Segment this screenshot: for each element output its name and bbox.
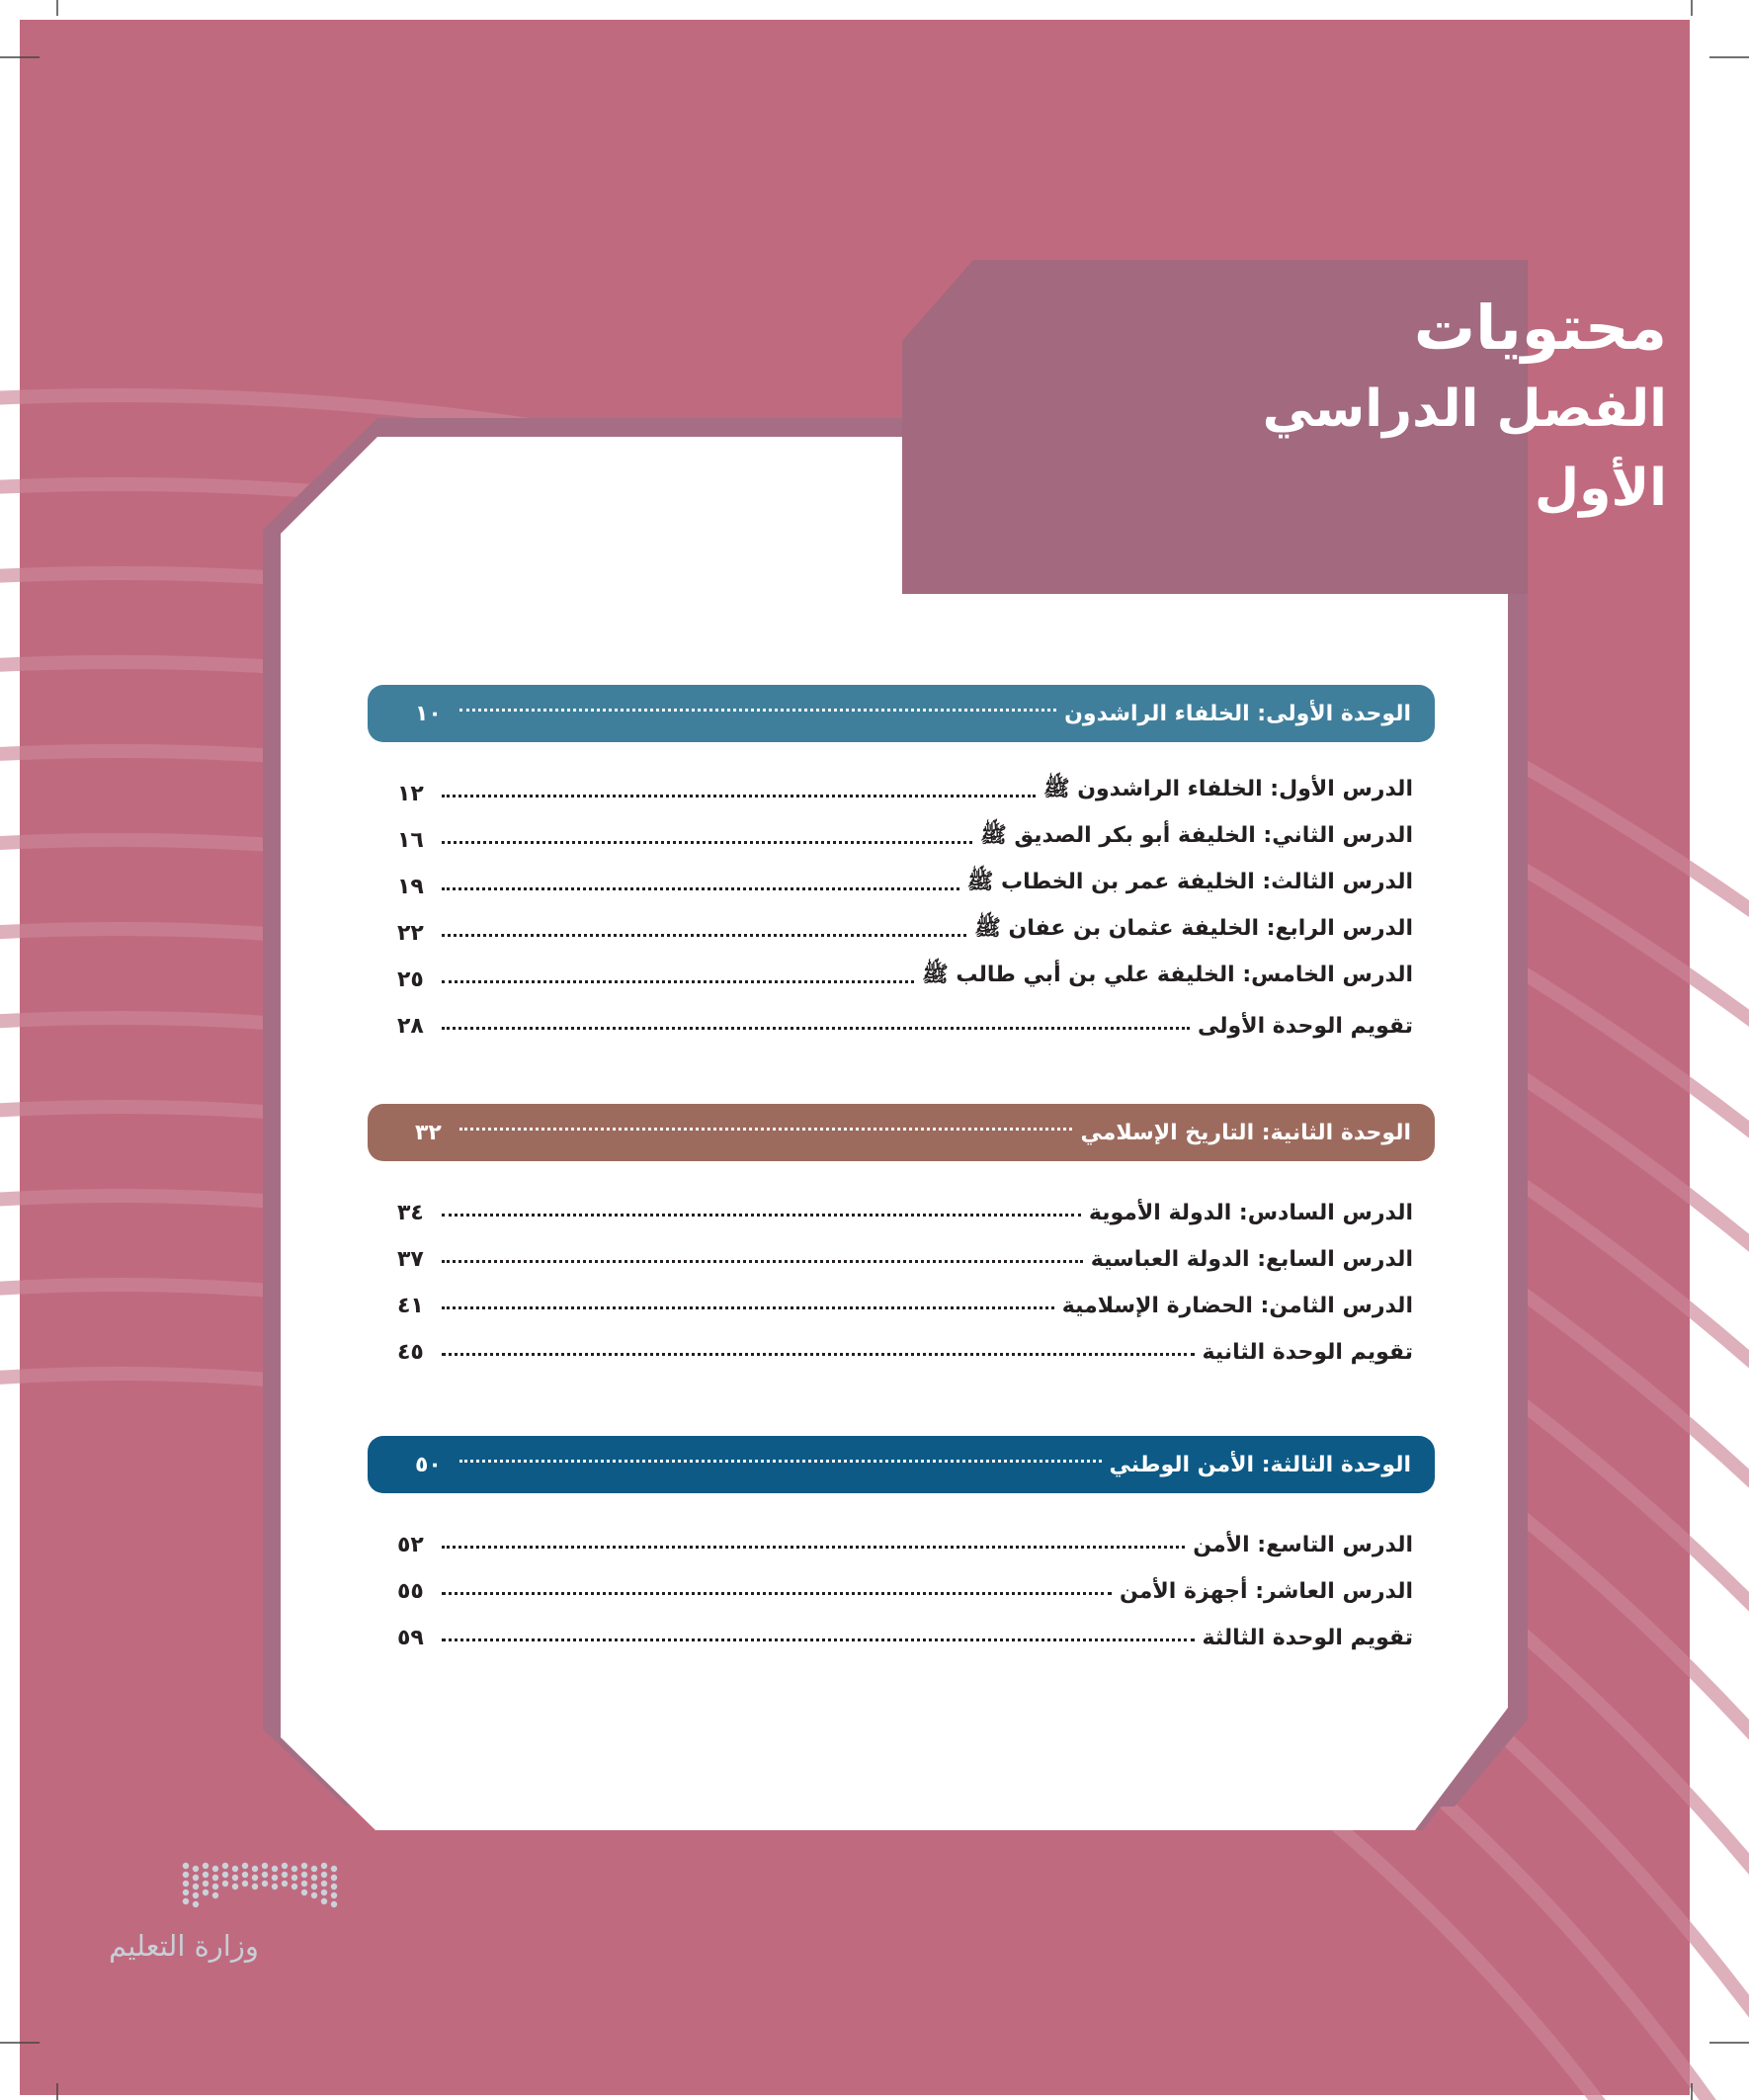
unit-3 (368, 1436, 1435, 1650)
logo-dot (292, 1884, 297, 1890)
page-number: ١٦ (397, 828, 424, 853)
logo-dot (331, 1866, 337, 1872)
logo-dot (232, 1866, 238, 1872)
page-number: ٤١ (397, 1294, 424, 1318)
dot-leader (442, 934, 966, 937)
dot-leader (442, 887, 959, 890)
logo-dot (331, 1901, 337, 1907)
logo-dot (292, 1866, 297, 1872)
logo-dot (212, 1892, 218, 1898)
unit-review-title: تقويم الوحدة الأولى (1198, 1014, 1413, 1039)
lesson-title: الدرس الثاني: الخليفة أبو بكر الصديق ﷺ (980, 823, 1413, 848)
logo-dot (212, 1866, 218, 1872)
lesson-title: الدرس السادس: الدولة الأموية (1088, 1201, 1413, 1225)
dot-leader (442, 1546, 1185, 1549)
logo-dot (203, 1881, 208, 1887)
logo-dot (321, 1881, 327, 1887)
dot-leader (442, 980, 914, 983)
page-number: ٥٥ (397, 1579, 424, 1604)
dot-leader (442, 1592, 1112, 1595)
toc-row[interactable] (368, 1511, 1435, 1557)
unit-1-lessons (368, 760, 1435, 1039)
dot-leader (459, 709, 1056, 712)
toc-row[interactable] (368, 1557, 1435, 1604)
logo-dot (252, 1866, 258, 1872)
page-title: محتويات (1413, 292, 1667, 364)
dot-leader (442, 1638, 1195, 1641)
dot-leader (459, 1460, 1102, 1463)
logo-dot (282, 1872, 288, 1878)
logo-dot (242, 1863, 248, 1869)
toc-row[interactable] (368, 1604, 1435, 1650)
logo-dot (262, 1863, 268, 1869)
ministry-logo-text: وزارة التعليم (109, 1929, 259, 1963)
logo-dot (282, 1881, 288, 1887)
unit-2-lessons (368, 1179, 1435, 1365)
toc-row[interactable] (368, 853, 1435, 899)
logo-dot (262, 1881, 268, 1887)
logo-dot (321, 1872, 327, 1878)
page-number: ١٠ (415, 701, 442, 726)
lesson-title: الدرس الأول: الخلفاء الراشدون ﷺ (1042, 777, 1413, 801)
unit-3-header[interactable] (368, 1436, 1435, 1493)
logo-dot (331, 1884, 337, 1890)
unit-review-title: تقويم الوحدة الثانية (1202, 1340, 1413, 1365)
toc-row[interactable] (368, 760, 1435, 806)
unit-review-title: تقويم الوحدة الثالثة (1202, 1626, 1413, 1650)
page-number: ٣٢ (415, 1120, 442, 1145)
logo-dot (252, 1884, 258, 1890)
page-number: ٢٥ (397, 967, 424, 992)
logo-dot (193, 1866, 199, 1872)
logo-dot (183, 1898, 189, 1904)
unit-1-header[interactable] (368, 685, 1435, 742)
logo-dot (262, 1872, 268, 1878)
logo-dot (292, 1875, 297, 1881)
page-number: ١٩ (397, 875, 424, 899)
unit-2-header[interactable] (368, 1104, 1435, 1161)
logo-dot (212, 1884, 218, 1890)
page-number: ٥٢ (397, 1533, 424, 1557)
logo-dot (193, 1892, 199, 1898)
toc-row[interactable] (368, 1179, 1435, 1225)
page-number: ٢٨ (397, 1014, 424, 1039)
logo-dot (242, 1872, 248, 1878)
logo-dot (311, 1884, 317, 1890)
toc-row[interactable] (368, 899, 1435, 946)
toc-row[interactable] (368, 1225, 1435, 1272)
logo-dot (321, 1863, 327, 1869)
dot-leader (442, 1306, 1054, 1309)
toc-row[interactable] (368, 1318, 1435, 1365)
dot-leader (442, 1027, 1190, 1030)
lesson-title: الدرس الخامس: الخليفة علي بن أبي طالب ﷺ (922, 963, 1413, 987)
logo-dot (321, 1890, 327, 1895)
logo-dot (321, 1898, 327, 1904)
logo-dot (232, 1884, 238, 1890)
dot-leader (442, 795, 1036, 798)
logo-dot (183, 1872, 189, 1878)
lesson-title: الدرس الرابع: الخليفة عثمان بن عفان ﷺ (974, 916, 1413, 941)
lesson-title: الدرس الثامن: الحضارة الإسلامية (1061, 1294, 1413, 1318)
logo-dot (272, 1866, 278, 1872)
page-header (1114, 287, 1667, 528)
unit-title: الوحدة الثانية: التاريخ الإسلامي (1080, 1120, 1411, 1145)
logo-dot (301, 1881, 307, 1887)
toc-row[interactable] (368, 992, 1435, 1039)
unit-1 (368, 685, 1435, 1039)
logo-dot (222, 1863, 228, 1869)
lesson-title: الدرس السابع: الدولة العباسية (1090, 1247, 1413, 1272)
page-number: ١٢ (397, 782, 424, 806)
logo-dot (301, 1890, 307, 1895)
page-number: ٤٥ (397, 1340, 424, 1365)
logo-dot (203, 1872, 208, 1878)
logo-dot (311, 1892, 317, 1898)
logo-dot (311, 1866, 317, 1872)
page-number: ٢٢ (397, 921, 424, 946)
logo-dot (183, 1863, 189, 1869)
dot-leader (442, 1214, 1081, 1217)
dot-leader (442, 1353, 1195, 1356)
logo-dot (301, 1872, 307, 1878)
page-number: ٥٠ (415, 1452, 442, 1477)
logo-dot (193, 1884, 199, 1890)
logo-dot (272, 1875, 278, 1881)
logo-dot (212, 1875, 218, 1881)
logo-dot (222, 1881, 228, 1887)
logo-dot (193, 1875, 199, 1881)
toc-row[interactable] (368, 946, 1435, 992)
lesson-title: الدرس التاسع: الأمن (1193, 1533, 1413, 1557)
dot-leader (459, 1128, 1073, 1131)
unit-2 (368, 1104, 1435, 1365)
logo-dot (183, 1881, 189, 1887)
logo-dot (242, 1881, 248, 1887)
logo-dot (301, 1863, 307, 1869)
logo-dot (252, 1875, 258, 1881)
logo-dot (183, 1890, 189, 1895)
toc-row[interactable] (368, 806, 1435, 853)
page-number: ٣٧ (397, 1247, 424, 1272)
page-number: ٥٩ (397, 1626, 424, 1650)
dot-leader (442, 1260, 1083, 1263)
unit-3-lessons (368, 1511, 1435, 1650)
logo-dot (331, 1875, 337, 1881)
logo-dot (203, 1863, 208, 1869)
logo-dot (311, 1875, 317, 1881)
logo-dot (193, 1901, 199, 1907)
logo-dot (222, 1872, 228, 1878)
logo-dot (232, 1875, 238, 1881)
logo-dot (203, 1890, 208, 1895)
page-number: ٣٤ (397, 1201, 424, 1225)
unit-title: الوحدة الثالثة: الأمن الوطني (1109, 1452, 1411, 1477)
lesson-title: الدرس الثالث: الخليفة عمر بن الخطاب ﷺ (966, 870, 1413, 894)
logo-dot (272, 1884, 278, 1890)
toc-row[interactable] (368, 1272, 1435, 1318)
semester-title: الفصل الدراسي الأول (1262, 379, 1667, 518)
logo-dot (331, 1892, 337, 1898)
dot-leader (442, 841, 972, 844)
unit-title: الوحدة الأولى: الخلفاء الراشدون (1064, 701, 1411, 726)
lesson-title: الدرس العاشر: أجهزة الأمن (1119, 1579, 1413, 1604)
logo-dot (282, 1863, 288, 1869)
